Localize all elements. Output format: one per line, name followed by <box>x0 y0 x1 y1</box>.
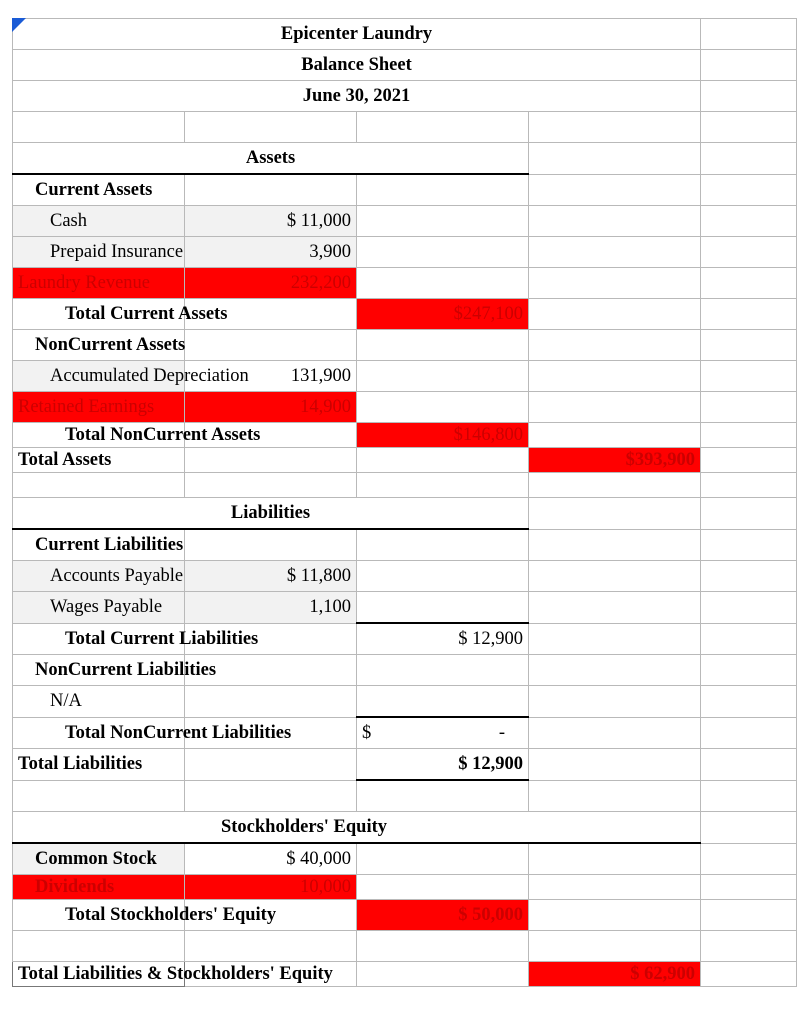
equity-heading: Stockholders' Equity <box>13 812 701 844</box>
cell[interactable] <box>701 50 797 81</box>
cell[interactable] <box>357 655 529 686</box>
table-row <box>13 299 797 330</box>
cell[interactable] <box>701 268 797 299</box>
cell[interactable] <box>701 448 797 473</box>
cell[interactable] <box>701 112 797 143</box>
cell[interactable] <box>185 749 357 781</box>
table-row <box>13 962 797 987</box>
table-row <box>13 174 797 206</box>
cash-value: $ 11,000 <box>185 206 357 237</box>
table-row <box>13 529 797 561</box>
grand-total-label: Total Liabilities & Stockholders' Equity <box>13 962 185 987</box>
total-equity-value: $ 50,000 <box>357 900 529 931</box>
cell[interactable] <box>357 561 529 592</box>
cell[interactable] <box>357 268 529 299</box>
total-liabilities-value: $ 12,900 <box>357 749 529 781</box>
total-current-liabilities-value: $ 12,900 <box>357 623 529 655</box>
cell[interactable] <box>13 112 185 143</box>
table-row <box>13 448 797 473</box>
cell[interactable] <box>701 931 797 962</box>
cell[interactable] <box>529 206 701 237</box>
cell[interactable] <box>701 174 797 206</box>
cell[interactable] <box>357 843 529 875</box>
cell[interactable] <box>185 112 357 143</box>
balance-sheet-grid <box>12 18 797 987</box>
assets-heading: Assets <box>13 143 529 175</box>
cell[interactable] <box>357 361 529 392</box>
cell[interactable] <box>529 423 701 448</box>
cell[interactable] <box>529 780 701 812</box>
wages-payable-label: Wages Payable <box>13 592 185 624</box>
cell[interactable] <box>529 237 701 268</box>
cell[interactable] <box>701 361 797 392</box>
cell[interactable] <box>185 686 357 718</box>
cell[interactable] <box>357 780 529 812</box>
cell[interactable] <box>357 206 529 237</box>
cell[interactable] <box>701 655 797 686</box>
cell[interactable] <box>529 361 701 392</box>
cell[interactable] <box>701 498 797 530</box>
cell[interactable] <box>701 561 797 592</box>
table-row <box>13 812 797 844</box>
cell[interactable] <box>701 392 797 423</box>
wages-payable-value: 1,100 <box>185 592 357 624</box>
cell[interactable] <box>357 392 529 423</box>
table-row <box>13 206 797 237</box>
common-stock-value: $ 40,000 <box>185 843 357 875</box>
total-equity-label: Total Stockholders' Equity <box>13 900 185 931</box>
cell[interactable] <box>529 749 701 781</box>
table-row <box>13 361 797 392</box>
total-current-assets-value: $247,100 <box>357 299 529 330</box>
cell[interactable] <box>701 623 797 655</box>
cash-label: Cash <box>13 206 185 237</box>
cell[interactable] <box>357 592 529 624</box>
cell[interactable] <box>701 749 797 781</box>
cell[interactable] <box>701 473 797 498</box>
cell[interactable] <box>357 330 529 361</box>
cell[interactable] <box>185 931 357 962</box>
cell[interactable] <box>357 875 529 900</box>
table-row <box>13 268 797 299</box>
total-noncurrent-liabilities-value <box>357 717 529 749</box>
statement-title: Balance Sheet <box>13 50 701 81</box>
cell[interactable] <box>185 448 357 473</box>
accumulated-depreciation-value: 131,900 <box>185 361 357 392</box>
cell[interactable] <box>529 529 701 561</box>
table-row <box>13 623 797 655</box>
cell[interactable] <box>701 843 797 875</box>
accounts-payable-label: Accounts Payable <box>13 561 185 592</box>
cell[interactable] <box>529 473 701 498</box>
table-row <box>13 931 797 962</box>
table-row <box>13 473 797 498</box>
currency-symbol: $ <box>362 723 372 743</box>
current-liabilities-heading: Current Liabilities <box>13 529 185 561</box>
noncurrent-assets-heading: NonCurrent Assets <box>13 330 185 361</box>
cell[interactable] <box>701 81 797 112</box>
cell[interactable] <box>357 473 529 498</box>
cell[interactable] <box>701 143 797 175</box>
na-label: N/A <box>13 686 185 718</box>
total-noncurrent-assets-value: $146,800 <box>357 423 529 448</box>
cell[interactable] <box>529 686 701 718</box>
cell[interactable] <box>529 561 701 592</box>
retained-earnings-value: 14,900 <box>185 392 357 423</box>
table-row <box>13 561 797 592</box>
grand-total-value: $ 62,900 <box>529 962 701 987</box>
cell[interactable] <box>529 112 701 143</box>
current-assets-heading: Current Assets <box>13 174 185 206</box>
common-stock-label: Common Stock <box>13 843 185 875</box>
dividends-value: 10,000 <box>185 875 357 900</box>
total-assets-value: $393,900 <box>529 448 701 473</box>
cell[interactable] <box>529 498 701 530</box>
cell[interactable] <box>701 717 797 749</box>
cell[interactable] <box>13 780 185 812</box>
cell[interactable] <box>13 473 185 498</box>
noncurrent-liabilities-heading: NonCurrent Liabilities <box>13 655 185 686</box>
retained-earnings-label: Retained Earnings <box>13 392 185 423</box>
cell[interactable] <box>529 655 701 686</box>
total-liabilities-label: Total Liabilities <box>13 749 185 781</box>
table-row <box>13 655 797 686</box>
table-row <box>13 237 797 268</box>
cell[interactable] <box>529 717 701 749</box>
table-row <box>13 423 797 448</box>
table-row <box>13 749 797 781</box>
table-row <box>13 50 797 81</box>
accounts-payable-value: $ 11,800 <box>185 561 357 592</box>
table-row <box>13 112 797 143</box>
cell[interactable] <box>13 931 185 962</box>
cell[interactable] <box>529 843 701 875</box>
table-row <box>13 330 797 361</box>
cell[interactable] <box>701 529 797 561</box>
cell[interactable] <box>529 623 701 655</box>
cell[interactable] <box>529 392 701 423</box>
company-name: Epicenter Laundry <box>13 19 701 50</box>
laundry-revenue-value: 232,200 <box>185 268 357 299</box>
cell[interactable] <box>701 19 797 50</box>
cell[interactable] <box>357 112 529 143</box>
cell[interactable] <box>357 931 529 962</box>
cell[interactable] <box>529 592 701 624</box>
cell[interactable] <box>529 900 701 931</box>
total-noncurrent-assets-label: Total NonCurrent Assets <box>13 423 185 448</box>
cell[interactable] <box>357 448 529 473</box>
cell[interactable] <box>529 268 701 299</box>
cell[interactable] <box>701 299 797 330</box>
total-current-liabilities-label: Total Current Liabilities <box>13 623 185 655</box>
table-row <box>13 143 797 175</box>
cell[interactable] <box>357 962 529 987</box>
table-row <box>13 498 797 530</box>
total-assets-label: Total Assets <box>13 448 185 473</box>
table-row <box>13 392 797 423</box>
liabilities-heading: Liabilities <box>13 498 529 530</box>
table-row <box>13 875 797 900</box>
cell[interactable] <box>701 423 797 448</box>
cell[interactable] <box>701 962 797 987</box>
dividends-label: Dividends <box>13 875 185 900</box>
table-row <box>13 717 797 749</box>
table-row <box>13 900 797 931</box>
table-row <box>13 19 797 50</box>
balance-sheet <box>12 18 797 1002</box>
cell[interactable] <box>185 473 357 498</box>
cell[interactable] <box>357 174 529 206</box>
selection-corner-icon <box>12 18 26 32</box>
cell[interactable] <box>529 174 701 206</box>
table-row <box>13 780 797 812</box>
cell[interactable] <box>701 330 797 361</box>
cell[interactable] <box>701 592 797 624</box>
dash-value: - <box>498 723 505 743</box>
prepaid-insurance-value: 3,900 <box>185 237 357 268</box>
accumulated-depreciation-label: Accumulated Depreciation <box>13 361 185 392</box>
cell[interactable] <box>357 686 529 718</box>
cell[interactable] <box>529 299 701 330</box>
cell[interactable] <box>357 237 529 268</box>
cell[interactable] <box>529 330 701 361</box>
prepaid-insurance-label: Prepaid Insurance <box>13 237 185 268</box>
cell[interactable] <box>185 780 357 812</box>
cell[interactable] <box>185 174 357 206</box>
cell[interactable] <box>701 686 797 718</box>
laundry-revenue-label: Laundry Revenue <box>13 268 185 299</box>
total-current-assets-label: Total Current Assets <box>13 299 185 330</box>
cell[interactable] <box>701 812 797 844</box>
table-row <box>13 843 797 875</box>
cell[interactable] <box>701 237 797 268</box>
total-noncurrent-liabilities-label: Total NonCurrent Liabilities <box>13 717 185 749</box>
cell[interactable] <box>185 529 357 561</box>
cell[interactable] <box>357 529 529 561</box>
cell[interactable] <box>529 931 701 962</box>
cell[interactable] <box>529 143 701 175</box>
cell[interactable] <box>529 875 701 900</box>
cell[interactable] <box>701 875 797 900</box>
table-row <box>13 686 797 718</box>
cell[interactable] <box>701 206 797 237</box>
cell[interactable] <box>701 780 797 812</box>
table-row <box>13 81 797 112</box>
cell[interactable] <box>701 900 797 931</box>
table-row <box>13 592 797 624</box>
statement-date: June 30, 2021 <box>13 81 701 112</box>
cell[interactable] <box>185 330 357 361</box>
